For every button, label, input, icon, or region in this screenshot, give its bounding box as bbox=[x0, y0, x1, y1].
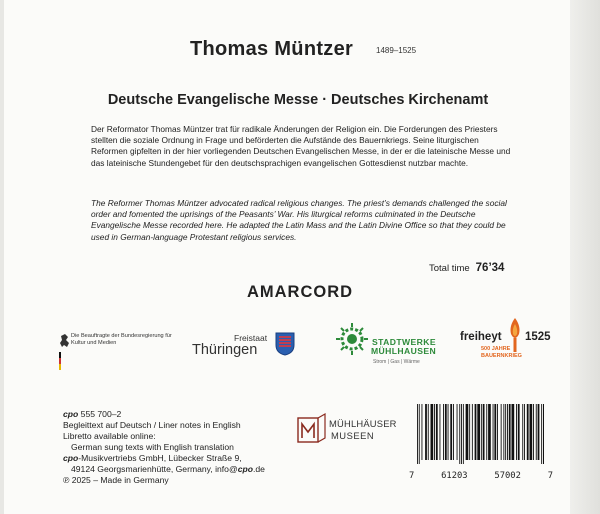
stadtwerke-line-2: MÜHLHAUSEN bbox=[371, 346, 437, 356]
barcode-bar bbox=[431, 404, 434, 460]
museum-icon bbox=[296, 412, 328, 446]
english-description: The Reformer Thomas Müntzer advocated radical religious changes. The priest’s demands challenged the social order and fomented the uprisings of the Peasants’ War. His liturgical reforms culminated in the Deutsche Evangelische Messe recorded here. He adapted the Latin Mass and the Latin Divine Office so that they could be used in German-language Protestant religious services. bbox=[91, 198, 507, 242]
barcode-bar bbox=[541, 404, 542, 464]
barcode-bar bbox=[425, 404, 427, 460]
barcode-bar bbox=[475, 404, 477, 460]
freiheit-sub-2: BAUERNKRIEG bbox=[481, 353, 522, 359]
publisher-line: cpo-Musikvertriebs GmbH, Lübecker Straße 9, bbox=[63, 453, 242, 463]
total-time-value: 76’34 bbox=[475, 262, 505, 274]
barcode-bar bbox=[512, 404, 515, 460]
barcode-bar bbox=[417, 404, 418, 464]
barcode-bar bbox=[493, 404, 494, 460]
barcode-bar bbox=[453, 404, 454, 460]
label-logo: cpo bbox=[63, 453, 79, 463]
address-line: 49124 Georgsmarienhütte, Germany, info@cpo.de bbox=[71, 464, 265, 474]
barcode-bar bbox=[443, 404, 444, 460]
freiheit-year: 1525 bbox=[525, 331, 551, 343]
catalog-number: cpo 555 700–2 bbox=[63, 409, 122, 419]
barcode-bar bbox=[436, 404, 438, 460]
barcode-bar bbox=[522, 404, 523, 460]
barcode-bar bbox=[466, 404, 469, 460]
barcode-digit-first: 7 bbox=[409, 471, 415, 481]
museum-line-1: MÜHLHÄUSER bbox=[329, 418, 397, 429]
barcode-bar bbox=[494, 404, 496, 460]
barcode-bar bbox=[445, 404, 447, 460]
barcode-bar bbox=[422, 404, 423, 460]
barcode-bar bbox=[543, 404, 544, 464]
barcode-bar bbox=[505, 404, 506, 460]
barcode-bar bbox=[524, 404, 525, 460]
barcode-bar bbox=[428, 404, 429, 460]
barcode bbox=[417, 404, 544, 464]
german-description: Der Reformator Thomas Müntzer trat für radikale Änderungen der Religion ein. Die Forderungen des Priesters stellten die soziale Ordnung in Frage und beförderten die Aufstände des Bauernkriegs. Seine liturgischen Reformen gipfelten in der hier vorliegenden Deutschen Evangelischen Messe, in der er die lateinische Messe und das lateinische Stundengebet für den deutschsprachigen evangelischen Gottesdienst nutzbar machte. bbox=[91, 124, 511, 168]
label-logo: cpo bbox=[63, 409, 79, 419]
barcode-digit-last: 7 bbox=[547, 471, 553, 481]
barcode-bar bbox=[472, 404, 473, 460]
barcode-bar bbox=[440, 404, 441, 460]
thueringen-name: Thüringen bbox=[192, 342, 258, 358]
barcode-bar bbox=[527, 404, 529, 460]
barcode-bar bbox=[488, 404, 491, 460]
barcode-bar bbox=[501, 404, 502, 460]
barcode-bar bbox=[509, 404, 511, 460]
barcode-bar bbox=[486, 404, 487, 460]
work-title: Deutsche Evangelische Messe · Deutsches Kirchenamt bbox=[107, 92, 489, 108]
barcode-bar bbox=[481, 404, 482, 460]
barcode-bar bbox=[483, 404, 485, 460]
spine-edge bbox=[570, 0, 600, 514]
barcode-bar bbox=[461, 404, 462, 464]
barcode-bar bbox=[477, 404, 480, 460]
freiheit-sub-1: 500 JAHRE bbox=[481, 346, 511, 352]
barcode-bar bbox=[497, 404, 498, 460]
stadtwerke-line-1: STADTWERKE bbox=[372, 337, 436, 347]
barcode-bar bbox=[463, 404, 464, 464]
museum-line-2: MUSEEN bbox=[331, 430, 375, 441]
barcode-bar bbox=[536, 404, 537, 460]
barcode-bar bbox=[538, 404, 540, 460]
thueringen-crest-icon bbox=[275, 332, 295, 356]
barcode-bar bbox=[419, 404, 420, 464]
barcode-bar bbox=[533, 404, 534, 460]
composer-name: Thomas Müntzer bbox=[190, 38, 354, 60]
thueringen-label: Freistaat bbox=[234, 333, 268, 343]
freiheit-word: freiheyt bbox=[460, 331, 502, 343]
barcode-digit-right: 57002 bbox=[494, 471, 521, 481]
barcode-bar bbox=[434, 404, 435, 460]
composer-years: 1489–1525 bbox=[376, 46, 417, 55]
sung-texts-note: German sung texts with English translation bbox=[71, 442, 234, 452]
barcode-bar bbox=[457, 404, 458, 460]
barcode-digits bbox=[409, 471, 553, 481]
barcode-digit-left: 61203 bbox=[441, 471, 468, 481]
stadtwerke-sun-icon bbox=[334, 321, 370, 357]
ensemble-name: AMARCORD bbox=[246, 283, 354, 301]
barcode-bar bbox=[450, 404, 452, 460]
liner-notes: Begleittext auf Deutsch / Liner notes in English bbox=[63, 420, 241, 430]
barcode-bar bbox=[459, 404, 460, 464]
barcode-bar bbox=[448, 404, 449, 460]
total-time-label: Total time bbox=[429, 263, 470, 274]
barcode-bar bbox=[530, 404, 533, 460]
left-edge bbox=[0, 0, 4, 514]
stadtwerke-line-3: Strom | Gas | Wärme bbox=[373, 359, 420, 365]
barcode-bar bbox=[518, 404, 520, 460]
label-logo: cpo bbox=[237, 464, 253, 474]
bkm-logo-text: Die Beauftragte der Bundesregierung für Kultur und Medien bbox=[71, 333, 172, 346]
total-time bbox=[429, 262, 504, 274]
libretto-note: Libretto available online: bbox=[63, 431, 156, 441]
barcode-bar bbox=[503, 404, 504, 460]
barcode-bar bbox=[507, 404, 508, 460]
copyright-line: ℗ 2025 – Made in Germany bbox=[63, 475, 169, 485]
barcode-bar bbox=[469, 404, 470, 460]
barcode-bar bbox=[516, 404, 517, 460]
